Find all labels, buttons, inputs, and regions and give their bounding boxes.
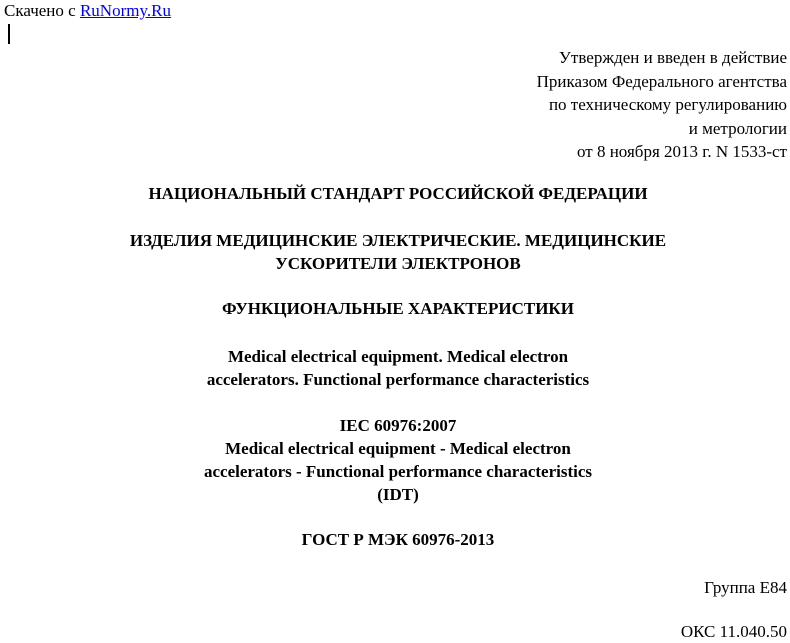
source-prefix: Скачено с [4,1,80,20]
approval-line: Утвержден и введен в действие [558,48,787,67]
iec-title-line: Medical electrical equipment - Medical electron [225,439,571,458]
approval-line: от 8 ноября 2013 г. N 1533-ст [577,142,787,161]
iec-idt: (IDT) [377,485,419,504]
product-title-line: ИЗДЕЛИЯ МЕДИЦИНСКИЕ ЭЛЕКТРИЧЕСКИЕ. МЕДИЦИНСКИЕ [129,231,667,250]
product-title [0,229,790,275]
approval-block [537,46,787,164]
iec-code: IEC 60976:2007 [339,416,457,435]
national-standard-title: НАЦИОНАЛЬНЫЙ СТАНДАРТ РОССИЙСКОЙ ФЕДЕРАЦИИ [148,184,648,203]
iec-title-line: accelerators - Functional performance characteristics [203,462,593,481]
source-link[interactable]: RuNormy.Ru [79,1,171,20]
iec-block [0,414,790,506]
text-cursor [8,24,10,44]
oks-code: ОКС 11.040.50 [680,622,787,641]
english-title-line: Medical electrical equipment. Medical electron [227,347,569,366]
gost-designation: ГОСТ Р МЭК 60976-2013 [301,530,495,549]
approval-line: Приказом Федерального агентства [536,71,787,91]
source-line [4,1,171,21]
english-title [0,345,790,391]
group-code: Группа Е84 [704,578,787,597]
product-title-line: УСКОРИТЕЛИ ЭЛЕКТРОНОВ [275,254,521,273]
english-title-line: accelerators. Functional performance characteristics [206,370,590,389]
approval-line: по техническому регулированию [548,95,787,114]
functional-title: ФУНКЦИОНАЛЬНЫЕ ХАРАКТЕРИСТИКИ [222,299,574,318]
approval-line: и метрологии [688,118,787,138]
